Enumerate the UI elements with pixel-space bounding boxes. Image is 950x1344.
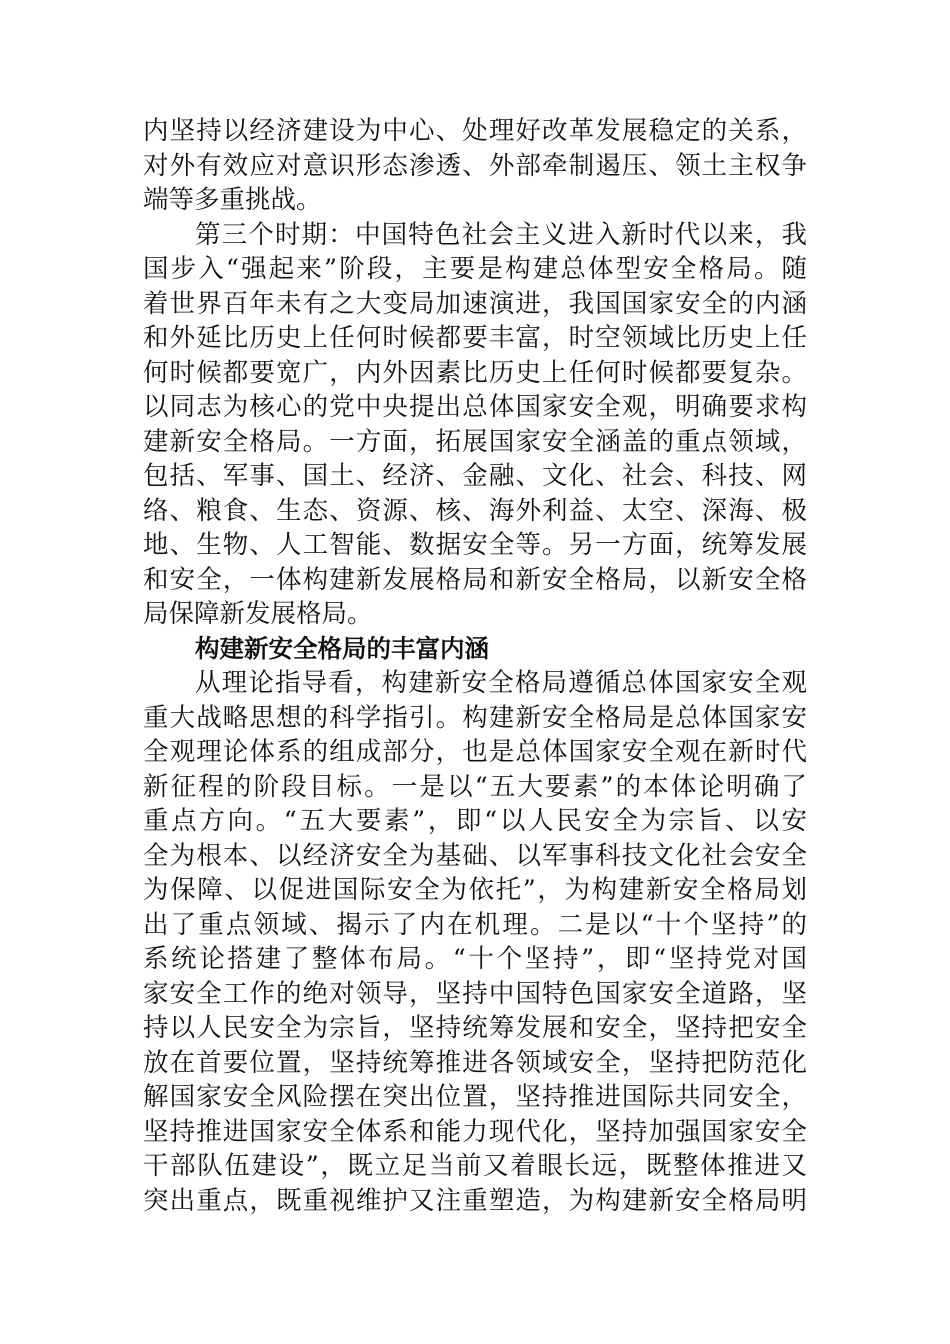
text-line: 建新安全格局。一方面，拓展国家安全涵盖的重点领域， [143, 426, 807, 457]
text-line: 重点方向。“五大要素”，即“以人民安全为宗旨、以安 [143, 806, 807, 836]
text-line: 解国家安全风险摆在突出位置，坚持推进国际共同安全， [143, 1082, 807, 1112]
text-line: 从理论指导看，构建新安全格局遵循总体国家安全观 [195, 668, 807, 698]
text-line: 着世界百年未有之大变局加速演进，我国国家安全的内涵 [143, 288, 807, 319]
text-line: 为保障、以促进国际安全为依托”，为构建新安全格局划 [143, 875, 807, 905]
text-line: 新征程的阶段目标。一是以“五大要素”的本体论明确了 [143, 771, 807, 802]
text-line: 何时候都要宽广，内外因素比历史上任何时候都要复杂。 [143, 357, 807, 388]
text-line: 地、生物、人工智能、数据安全等。另一方面，统筹发展 [143, 530, 807, 560]
text-line: 持以人民安全为宗旨，坚持统筹发展和安全，坚持把安全 [143, 1013, 807, 1043]
text-line: 家安全工作的绝对领导，坚持中国特色国家安全道路，坚 [143, 978, 807, 1009]
text-line: 络、粮食、生态、资源、核、海外利益、太空、深海、极 [143, 495, 807, 526]
text-line: 对外有效应对意识形态渗透、外部牵制遏压、领土主权争 [143, 150, 807, 181]
text-line: 重大战略思想的科学指引。构建新安全格局是总体国家安 [143, 702, 807, 733]
document-body [143, 114, 807, 1218]
text-line: 国步入“强起来”阶段，主要是构建总体型安全格局。随 [143, 254, 807, 284]
text-line: 出了重点领域、揭示了内在机理。二是以“十个坚持”的 [143, 909, 807, 940]
text-line: 内坚持以经济建设为中心、处理好改革发展稳定的关系， [143, 116, 807, 146]
text-line: 全观理论体系的组成部分，也是总体国家安全观在新时代 [143, 737, 807, 767]
text-line: 全为根本、以经济安全为基础、以军事科技文化社会安全 [143, 840, 807, 871]
text-line: 包括、军事、国土、经济、金融、文化、社会、科技、网 [143, 461, 807, 491]
text-line: 端等多重挑战。 [143, 185, 322, 215]
text-line: 系统论搭建了整体布局。“十个坚持”，即“坚持党对国 [143, 944, 807, 974]
text-line: 突出重点，既重视维护又注重塑造，为构建新安全格局明 [143, 1185, 807, 1216]
text-line: 第三个时期：中国特色社会主义进入新时代以来，我 [195, 219, 807, 250]
text-line: 坚持推进国家安全体系和能力现代化，坚持加强国家安全 [143, 1116, 807, 1147]
text-line: 局保障新发展格局。 [143, 599, 373, 629]
text-line: 和外延比历史上任何时候都要丰富，时空领域比历史上任 [143, 323, 807, 353]
text-line: 和安全，一体构建新发展格局和新安全格局，以新安全格 [143, 564, 807, 595]
section-heading: 构建新安全格局的丰富内涵 [195, 633, 489, 663]
text-line: 放在首要位置，坚持统筹推进各领域安全，坚持把防范化 [143, 1047, 807, 1078]
text-line: 以同志为核心的党中央提出总体国家安全观，明确要求构 [143, 392, 807, 422]
text-line: 干部队伍建设”，既立足当前又着眼长远，既整体推进又 [143, 1151, 807, 1181]
